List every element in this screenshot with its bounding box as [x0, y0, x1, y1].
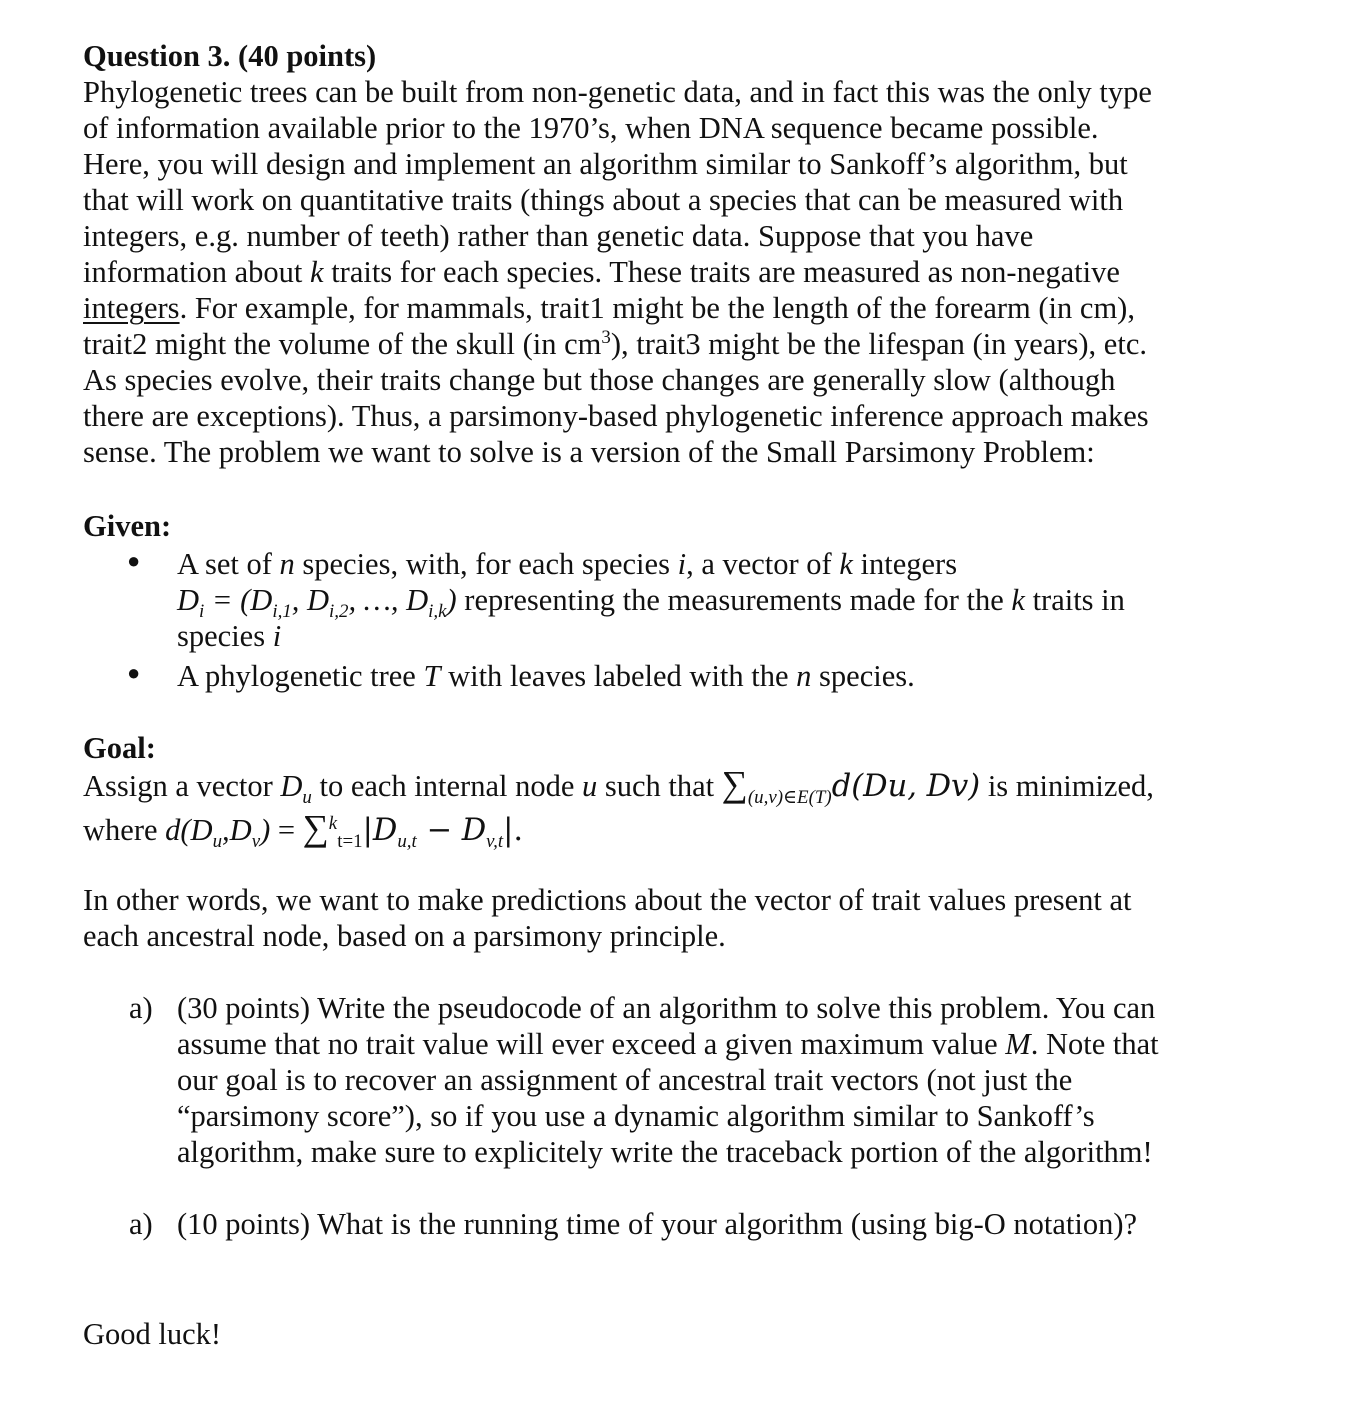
sub: i	[199, 601, 205, 623]
math: ,D	[222, 813, 252, 847]
text: such that	[597, 769, 722, 803]
text: , a vector of	[686, 547, 840, 581]
text: with leaves labeled with the	[440, 659, 797, 693]
other-words-line-2: each ancestral node, based on a parsimony principle.	[83, 919, 726, 953]
math: − D	[416, 813, 487, 848]
part-1-line-1: (30 points) Write the pseudocode of an algorithm to solve this problem. You can	[177, 991, 1156, 1025]
intro-line-5: integers, e.g. number of teeth) rather than genetic data. Suppose that you have	[83, 219, 1034, 253]
text: A set of	[177, 547, 280, 581]
var-i: i	[272, 619, 282, 653]
text: is minimized,	[980, 769, 1154, 803]
text: . For example, for mammals, trait1 might be the length of the forearm (in cm),	[179, 291, 1135, 325]
intro-line-9: As species evolve, their traits change but those changes are generally slow (although	[83, 363, 1116, 397]
goal-line-1	[83, 763, 1154, 809]
sigma-sub: t=1	[337, 831, 363, 853]
sigma: ∑	[721, 763, 748, 804]
var-k: k	[310, 255, 324, 289]
text: trait2 might the volume of the skull (in cm	[83, 327, 602, 361]
intro-line-10: there are exceptions). Thus, a parsimony-based phylogenetic inference approach makes	[83, 399, 1149, 433]
math: )	[260, 813, 271, 847]
underlined-integers: integers	[83, 291, 180, 325]
text: to each internal node	[311, 769, 582, 803]
sub: i,k	[428, 601, 447, 623]
text: species.	[811, 659, 915, 693]
bullet-icon: ●	[127, 660, 141, 685]
text: assume that no trait value will ever exceed a given maximum value	[177, 1027, 1006, 1061]
intro-line-7	[83, 290, 1135, 326]
math: |D	[362, 813, 398, 848]
text: ), trait3 might be the lifespan (in years), etc.	[610, 327, 1147, 361]
var-n: n	[279, 547, 295, 581]
sub: u	[212, 831, 223, 853]
text: . Note that	[1030, 1027, 1159, 1061]
intro-line-3: Here, you will design and implement an algorithm similar to Sankoff’s algorithm, but	[83, 147, 1128, 181]
part-1-line-3: our goal is to recover an assignment of ancestral trait vectors (not just the	[177, 1063, 1073, 1097]
sub: i,1	[272, 601, 292, 623]
distance-expr: d(Du, Dv)	[831, 769, 981, 804]
math: )	[446, 583, 457, 617]
intro-line-6	[83, 254, 1120, 290]
var-u: u	[582, 769, 598, 803]
sigma-sub: (u,v)∈E(T)	[747, 787, 832, 809]
var-i: i	[677, 547, 687, 581]
text: information about	[83, 255, 311, 289]
superscript-3: 3	[601, 326, 611, 348]
text: species, with, for each species	[294, 547, 678, 581]
math: =	[270, 813, 303, 847]
text: where	[83, 813, 166, 847]
given-heading: Given:	[83, 509, 172, 543]
math: = (D	[204, 583, 273, 617]
given-bullet-1-line-1	[177, 546, 957, 582]
sigma: ∑	[302, 807, 329, 848]
part-2-marker: a)	[129, 1207, 153, 1241]
var-M: M	[1005, 1027, 1031, 1061]
text: species	[177, 619, 273, 653]
var-n: n	[796, 659, 812, 693]
other-words-line-1: In other words, we want to make predictions about the vector of trait values present at	[83, 883, 1132, 917]
goal-heading: Goal:	[83, 731, 156, 765]
math: |.	[503, 813, 524, 848]
text: traits in	[1024, 583, 1125, 617]
sub: v	[251, 831, 261, 853]
math: , …, D	[348, 583, 429, 617]
sub: u,t	[397, 831, 417, 853]
intro-line-1: Phylogenetic trees can be built from non-genetic data, and in fact this was the only type	[83, 75, 1152, 109]
text: traits for each species. These traits are measured as non-negative	[323, 255, 1120, 289]
math: d(D	[165, 813, 213, 847]
closing-text: Good luck!	[83, 1317, 222, 1351]
var-k: k	[839, 547, 853, 581]
question-title: Question 3. (40 points)	[83, 39, 377, 73]
part-1-marker: a)	[129, 991, 153, 1025]
part-1-line-5: algorithm, make sure to explicitely write the traceback portion of the algorithm!	[177, 1135, 1153, 1169]
bullet-icon: ●	[127, 548, 141, 573]
var-k: k	[1011, 583, 1025, 617]
text: integers	[852, 547, 958, 581]
text: representing the measurements made for the	[456, 583, 1012, 617]
sigma-sup: k	[328, 812, 338, 834]
math-D: D	[280, 769, 303, 803]
text: A phylogenetic tree	[177, 659, 424, 693]
sub: i,2	[329, 601, 349, 623]
given-bullet-1-line-3	[177, 618, 281, 654]
goal-line-2	[83, 807, 524, 853]
math: , D	[291, 583, 330, 617]
intro-line-4: that will work on quantitative traits (things about a species that can be measured with	[83, 183, 1124, 217]
sub: v,t	[486, 831, 504, 853]
var-T: T	[423, 659, 441, 693]
intro-line-2: of information available prior to the 1970’s, when DNA sequence became possible.	[83, 111, 1099, 145]
math-D: D	[177, 583, 200, 617]
part-1-line-4: “parsimony score”), so if you use a dynamic algorithm similar to Sankoff’s	[177, 1099, 1095, 1133]
sub: u	[302, 787, 312, 809]
intro-line-11: sense. The problem we want to solve is a version of the Small Parsimony Problem:	[83, 435, 1095, 469]
text: Assign a vector	[83, 769, 281, 803]
given-bullet-2	[177, 658, 915, 694]
part-2-line-1: (10 points) What is the running time of your algorithm (using big-O notation)?	[177, 1207, 1138, 1241]
intro-line-8	[83, 326, 1147, 362]
part-1-line-2	[177, 1026, 1159, 1062]
given-bullet-1-line-2	[177, 582, 1125, 623]
